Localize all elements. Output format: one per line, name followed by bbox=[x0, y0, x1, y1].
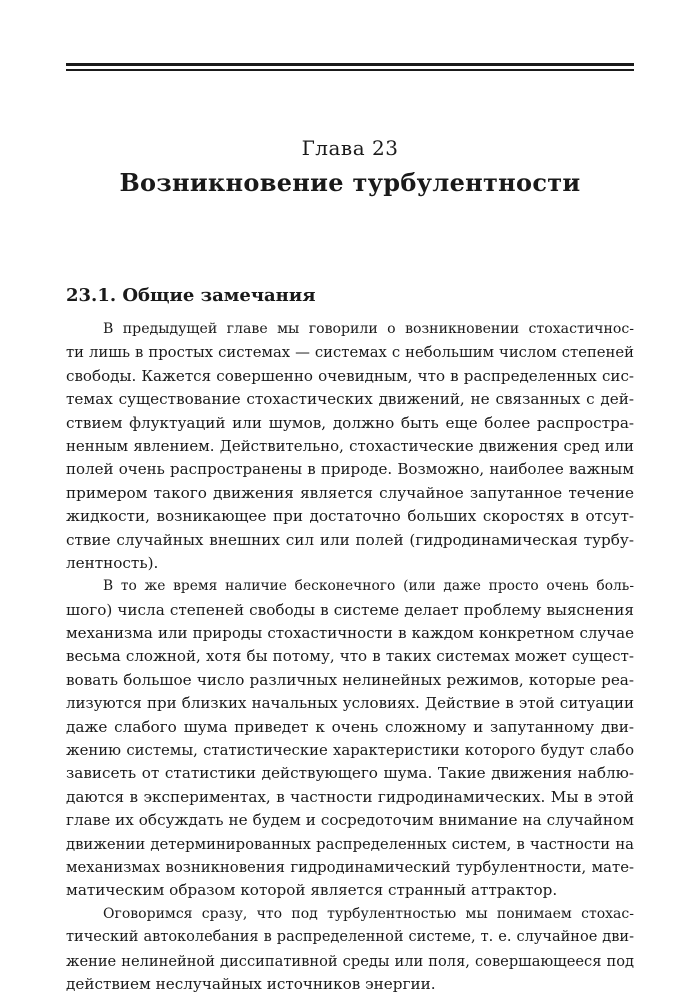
text-line: жение нелинейной диссипативной среды или поля, совершающееся под bbox=[66, 952, 634, 970]
text-line: Оговоримся сразу, что под турбулентностью мы понимаем стохас- bbox=[103, 905, 634, 922]
text-line: жению системы, статистические характеристики которого будут слабо bbox=[66, 742, 634, 760]
text-line: весьма сложной, хотя бы потому, что в таких системах может сущест- bbox=[66, 647, 634, 666]
paragraph-2 bbox=[66, 575, 634, 902]
chapter-title: Возникновение турбулентности bbox=[119, 168, 581, 197]
paragraph-3 bbox=[66, 903, 634, 997]
header-rule-thick bbox=[66, 63, 634, 66]
text-line: жидкости, возникающее при достаточно больших скоростях в отсут- bbox=[66, 507, 634, 526]
text-line: лизуются при близких начальных условиях. Действие в этой ситуации bbox=[66, 694, 634, 713]
text-line: действием неслучайных источников энергии. bbox=[66, 974, 436, 993]
text-line: даются в экспериментах, в частности гидродинамических. Мы в этой bbox=[66, 787, 634, 806]
text-line: ненным явлением. Действительно, стохастические движения сред или bbox=[66, 436, 634, 455]
chapter-label: Глава 23 bbox=[301, 136, 399, 160]
text-line: механизмах возникновения гидродинамический турбулентности, мате- bbox=[66, 858, 634, 876]
text-line: полей очень распространены в природе. Возможно, наиболее важным bbox=[66, 460, 634, 479]
text-line: шого) числа степеней свободы в системе делает проблему выяснения bbox=[66, 600, 634, 619]
text-line: свободы. Кажется совершенно очевидным, что в распределенных сис- bbox=[66, 366, 634, 385]
text-line: движении детерминированных распределенных систем, в частности на bbox=[66, 835, 634, 853]
text-line: даже слабого шума приведет к очень сложному и запутанному дви- bbox=[66, 717, 634, 736]
section-title: 23.1. Общие замечания bbox=[66, 285, 316, 306]
text-line: вовать большое число различных нелинейных режимов, которые реа- bbox=[66, 670, 634, 689]
text-line: лентность). bbox=[66, 553, 159, 572]
text-line: матическим образом которой является странный аттрактор. bbox=[66, 881, 558, 900]
text-line: ствием флуктуаций или шумов, должно быть еще более распростра- bbox=[66, 413, 634, 432]
paragraph-1 bbox=[66, 318, 634, 575]
body-text bbox=[66, 318, 634, 996]
text-line: главе их обсуждать не будем и сосредоточим внимание на случайном bbox=[66, 811, 634, 830]
text-line: В то же время наличие бесконечного (или даже просто очень боль- bbox=[103, 578, 634, 595]
header-rule-thin bbox=[66, 69, 634, 71]
text-line: зависеть от статистики действующего шума. Такие движения наблю- bbox=[66, 764, 634, 783]
text-line: ствие случайных внешних сил или полей (гидродинамическая турбу- bbox=[66, 530, 634, 549]
text-line: примером такого движения является случайное запутанное течение bbox=[66, 483, 634, 502]
text-line: В предыдущей главе мы говорили о возникновении стохастичнос- bbox=[103, 321, 634, 337]
text-line: ти лишь в простых системах — системах с небольшим числом степеней bbox=[66, 344, 634, 362]
text-line: темах существование стохастических движений, не связанных с дей- bbox=[66, 390, 634, 409]
text-line: тический автоколебания в распределенной системе, т. е. случайное дви- bbox=[66, 929, 634, 946]
text-line: механизма или природы стохастичности в каждом конкретном случае bbox=[66, 624, 634, 643]
